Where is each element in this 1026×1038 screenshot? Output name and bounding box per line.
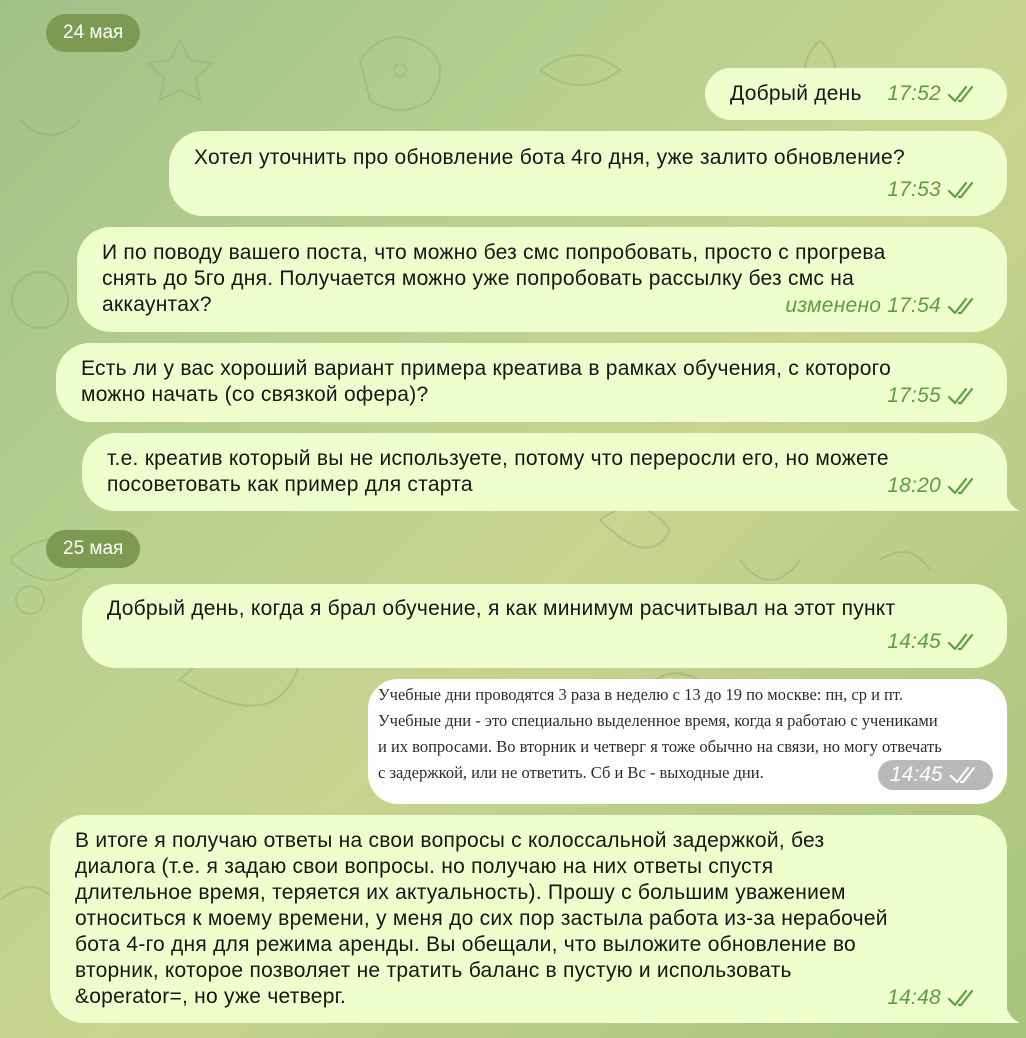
- image-text-line: Учебные дни проводятся 3 раза в неделю с 13 до 19 по москве: пн, ср и пт.: [378, 685, 903, 704]
- message-line: можно начать (со связкой офера)?: [81, 383, 429, 406]
- double-check-icon: [947, 988, 979, 1008]
- message-line: И по поводу вашего поста, что можно без смс попробовать, просто с прогрева: [102, 241, 886, 264]
- message-bubble[interactable]: [169, 131, 1007, 216]
- message-line: снять до 5го дня. Получается можно уже попробовать рассылку без смс на: [102, 267, 855, 290]
- image-text-line: и их вопросами. Во вторник и четверг я тоже обычно на связи, но могу отвечать: [378, 737, 942, 756]
- double-check-icon: [947, 386, 979, 406]
- message-line: относиться к моему времени, у меня до сих пор застыла работа из-за нерабочей: [75, 907, 888, 930]
- message-bubble[interactable]: [56, 343, 1007, 422]
- message-line: Есть ли у вас хороший вариант примера креатива в рамках обучения, с которого: [81, 357, 892, 380]
- message-time: 17:55: [887, 384, 941, 407]
- message-bubble[interactable]: [82, 584, 1007, 668]
- message-time: 17:53: [887, 178, 941, 201]
- bubble-tail: [998, 995, 1026, 1023]
- double-check-icon: [947, 632, 979, 652]
- message-time: 14:45: [890, 763, 943, 786]
- message-meta: [887, 629, 979, 655]
- message-line: вторник, которое позволяет не тратить баланс в пустую и использовать: [75, 959, 792, 982]
- image-time-badge: [878, 760, 993, 790]
- message-meta: [887, 81, 979, 107]
- message-meta: [887, 177, 979, 203]
- message-time: 18:20: [887, 474, 941, 497]
- double-check-icon: [947, 180, 979, 200]
- message-bubble[interactable]: [50, 815, 1007, 1023]
- message-meta: [887, 473, 979, 499]
- message-time: 14:45: [887, 630, 941, 653]
- double-check-icon: [947, 476, 979, 496]
- message-line: бота 4-го дня для режима аренды. Вы обещали, что выложите обновление во: [75, 933, 856, 956]
- message-bubble[interactable]: [82, 433, 1007, 511]
- message-time: 14:48: [887, 986, 941, 1009]
- message-line: посоветовать как пример для старта: [107, 473, 473, 496]
- image-message[interactable]: [368, 679, 1007, 804]
- message-line: длительное время, теряется их актуальность). Прошу с большим уважением: [75, 881, 846, 904]
- message-meta: [785, 293, 979, 319]
- message-meta: [887, 985, 979, 1011]
- message-text: Добрый день, когда я брал обучение, я как минимум расчитывал на этот пункт: [107, 597, 896, 620]
- date-separator: 25 мая: [46, 530, 140, 568]
- message-meta: [887, 383, 979, 409]
- message-text: Хотел уточнить про обновление бота 4го дня, уже залито обновление?: [194, 146, 905, 169]
- image-text-line: Учебные дни - это специально выделенное время, когда я работаю с учениками: [378, 711, 938, 730]
- image-text-line: с задержкой, или не ответить. Сб и Вс - выходные дни.: [378, 763, 764, 782]
- message-line: т.е. креатив который вы не используете, потому что переросли его, но можете: [107, 447, 889, 470]
- double-check-icon: [947, 296, 979, 316]
- message-line: &operator=, но уже четверг.: [75, 985, 347, 1008]
- message-time: 17:54: [887, 294, 941, 317]
- message-time: 17:52: [887, 82, 941, 105]
- double-check-icon: [947, 84, 979, 104]
- message-bubble[interactable]: [77, 227, 1007, 332]
- edited-label: изменено: [785, 294, 882, 317]
- bubble-tail: [998, 483, 1026, 511]
- date-separator: 24 мая: [46, 14, 140, 52]
- message-line: В итоге я получаю ответы на свои вопросы с колоссальной задержкой, без: [75, 829, 825, 852]
- double-check-icon: [949, 765, 981, 785]
- message-bubble[interactable]: [705, 68, 1007, 120]
- message-line: диалога (т.е. я задаю свои вопросы. но получаю на них ответы спустя: [75, 855, 774, 878]
- message-line: аккаунтах?: [102, 293, 212, 316]
- message-text: Добрый день: [730, 82, 862, 105]
